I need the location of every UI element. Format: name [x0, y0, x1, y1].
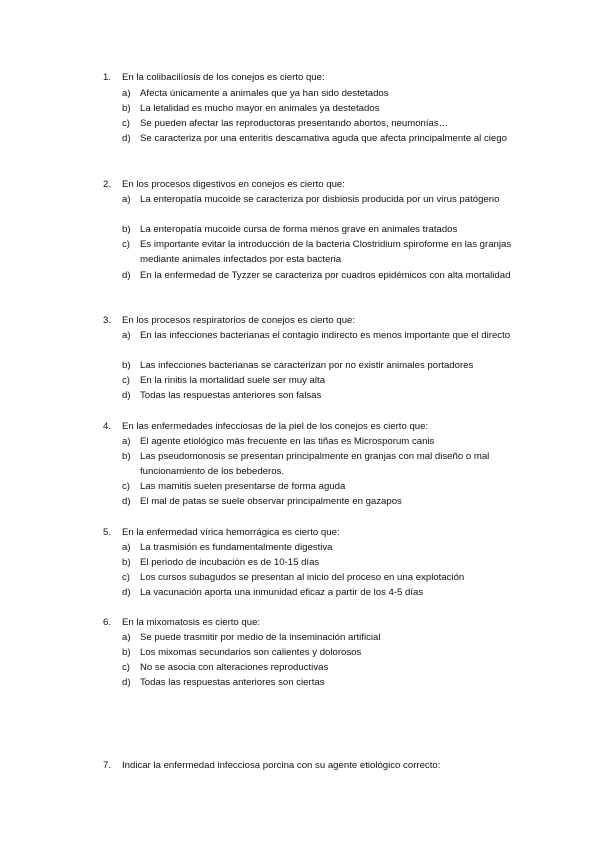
question-number: 6.	[103, 617, 112, 628]
option-b	[122, 101, 522, 116]
option-letter: c)	[122, 662, 130, 673]
option-text: El agente etiológico más frecuente en las tiñas es Microsporum canis	[140, 436, 435, 447]
option-letter: b)	[122, 451, 131, 462]
option-b	[122, 222, 522, 237]
option-letter: a)	[122, 542, 131, 553]
question-text: En la colibacilíosis de los conejos es cierto que:	[122, 72, 325, 83]
option-letter: a)	[122, 632, 131, 643]
option-text: En la rinitis la mortalidad suele ser muy alta	[140, 375, 326, 386]
question-stem	[103, 615, 260, 630]
option-letter: c)	[122, 375, 130, 386]
option-letter: a)	[122, 436, 131, 447]
question-stem	[103, 313, 355, 328]
option-letter: d)	[122, 390, 131, 401]
question-number: 1.	[103, 72, 112, 83]
option-text: No se asocia con alteraciones reproductivas	[140, 662, 329, 673]
option-text: Afecta únicamente a animales que ya han sido destetados	[140, 88, 389, 99]
question-stem	[103, 70, 325, 85]
option-text: La enteropatía mucoide cursa de forma menos grave en animales tratados	[140, 224, 458, 235]
option-text: Las infecciones bacterianas se caracterizan por no existir animales portadores	[140, 360, 474, 371]
option-letter: c)	[122, 118, 130, 129]
option-b	[122, 449, 522, 479]
option-d	[122, 675, 522, 690]
option-a	[122, 86, 522, 101]
option-a	[122, 434, 522, 449]
option-c	[122, 116, 522, 131]
option-text: Los mixomas secundarios son calientes y dolorosos	[140, 647, 362, 658]
option-text: Se puede trasmitir por medio de la inseminación artificial	[140, 632, 381, 643]
option-text: Todas las respuestas anteriores son ciertas	[140, 677, 325, 688]
option-text: Se pueden afectar las reproductoras presentando abortos, neumonías…	[140, 118, 449, 129]
question-stem	[103, 177, 345, 192]
option-letter: d)	[122, 587, 131, 598]
option-c	[122, 373, 522, 388]
option-text: La enteropatía mucoide se caracteriza por disbiosis producida por un virus patógeno	[140, 194, 500, 205]
question-text: En la enfermedad vírica hemorrágica es cierto que:	[122, 527, 340, 538]
option-d	[122, 388, 522, 403]
question-stem	[103, 525, 340, 540]
option-letter: d)	[122, 496, 131, 507]
option-text: La letalidad es mucho mayor en animales ya destetados	[140, 103, 380, 114]
option-text: La trasmisión es fundamentalmente digestiva	[140, 542, 333, 553]
option-a	[122, 328, 522, 343]
option-text: Todas las respuestas anteriores son falsas	[140, 390, 322, 401]
question-number: 7.	[103, 760, 112, 771]
option-letter: c)	[122, 572, 130, 583]
option-letter: c)	[122, 481, 130, 492]
question-stem	[103, 419, 428, 434]
option-text: La vacunación aporta una inmunidad eficaz a partir de los 4-5 días	[140, 587, 424, 598]
question-number: 4.	[103, 421, 112, 432]
option-d	[122, 585, 522, 600]
option-letter: a)	[122, 194, 131, 205]
option-letter: c)	[122, 239, 130, 250]
option-c	[122, 479, 522, 494]
option-c	[122, 237, 522, 267]
option-c	[122, 660, 522, 675]
option-letter: b)	[122, 557, 131, 568]
option-text: El mal de patas se suele observar principalmente en gazapos	[140, 496, 402, 507]
question-number: 3.	[103, 315, 112, 326]
option-b	[122, 358, 522, 373]
question-stem	[103, 758, 440, 773]
option-d	[122, 131, 522, 146]
option-d	[122, 494, 522, 509]
option-letter: b)	[122, 647, 131, 658]
option-text: En las infecciones bacterianas el contagio indirecto es menos importante que el directo	[140, 330, 511, 341]
option-letter: d)	[122, 677, 131, 688]
option-text: En la enfermedad de Tyzzer se caracteriza por cuadros epidémicos con alta mortalidad	[140, 270, 511, 281]
option-letter: a)	[122, 330, 131, 341]
option-text: Las pseudomonosis se presentan principalmente en granjas con mal diseño o mal funcionamiento de los bebederos.	[140, 451, 490, 477]
option-a	[122, 192, 522, 207]
question-number: 2.	[103, 179, 112, 190]
question-text: En los procesos digestivos en conejos es cierto que:	[122, 179, 345, 190]
question-text: Indicar la enfermedad infecciosa porcina con su agente etiológico correcto:	[122, 760, 441, 771]
question-text: En los procesos respiratorios de conejos es cierto que:	[122, 315, 356, 326]
option-text: Es importante evitar la introducción de la bacteria Clostridium spiroforme en las granjas mediante animales infectados por esta bacteria	[140, 239, 512, 265]
question-text: En la mixomatosis es cierto que:	[122, 617, 261, 628]
option-d	[122, 268, 522, 283]
option-text: El periodo de incubación es de 10-15 días	[140, 557, 320, 568]
option-c	[122, 570, 522, 585]
option-letter: b)	[122, 103, 131, 114]
option-text: Los cursos subagudos se presentan al inicio del proceso en una explotación	[140, 572, 465, 583]
option-letter: d)	[122, 270, 131, 281]
option-letter: a)	[122, 88, 131, 99]
question-number: 5.	[103, 527, 112, 538]
option-letter: b)	[122, 360, 131, 371]
option-text: Se caracteriza por una enteritis descamativa aguda que afecta principalmente al ciego	[140, 133, 507, 144]
option-b	[122, 645, 522, 660]
question-text: En las enfermedades infecciosas de la piel de los conejos es cierto que:	[122, 421, 429, 432]
option-a	[122, 540, 522, 555]
option-letter: b)	[122, 224, 131, 235]
option-a	[122, 630, 522, 645]
option-text: Las mamitis suelen presentarse de forma aguda	[140, 481, 346, 492]
option-letter: d)	[122, 133, 131, 144]
option-b	[122, 555, 522, 570]
